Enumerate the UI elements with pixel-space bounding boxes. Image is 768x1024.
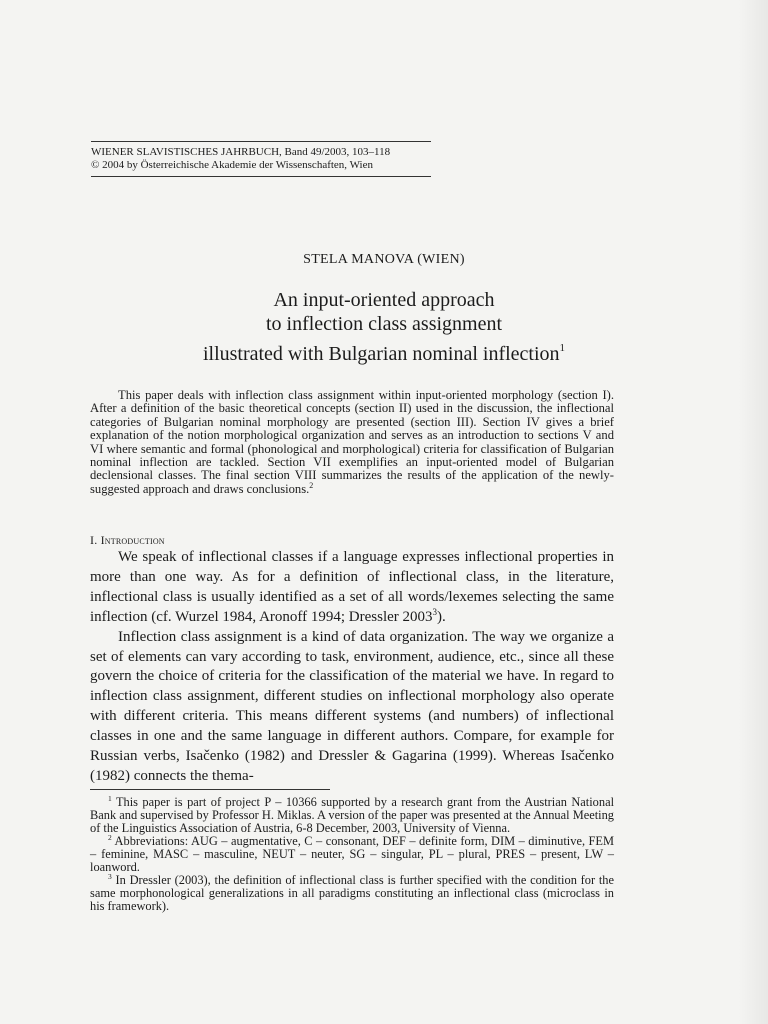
- header-top-rule: [91, 141, 431, 142]
- abstract-footnote-mark[interactable]: 2: [309, 480, 314, 490]
- body-paragraph-1-text: We speak of inflectional classes if a language expresses inflectional properties in more than one way. As for a definition of inflectional class, in the literature, inflectional class is usually identified as a set of all words/lexemes selecting the same inflection (cf. Wurzel 1984, Aronoff 1994; Dressler 2003: [90, 549, 614, 625]
- body-paragraph-1: [90, 548, 614, 628]
- footnote-2: [90, 835, 614, 874]
- body-paragraph-1-end: ).: [437, 608, 446, 625]
- footnote-rule: [90, 789, 330, 790]
- journal-header: [91, 141, 431, 177]
- title-line-3-text: illustrated with Bulgarian nominal inflection: [202, 343, 560, 365]
- body-text: [90, 548, 614, 787]
- footnotes: [90, 796, 614, 913]
- footnote-2-mark: 2: [108, 833, 112, 842]
- section-heading: [90, 533, 165, 548]
- footnote-1-text: This paper is part of project P – 10366 supported by a research grant from the Austrian National Bank and supervised by Professor H. Miklas. A version of the paper was presented at the Annual Meeting of the Linguistics Association of Austria, 6-8 December, 2003, University of Vienna.: [90, 795, 615, 835]
- footnote-1: [90, 796, 614, 835]
- journal-line: WIENER SLAVISTISCHES JAHRBUCH, Band 49/2003, 103–118: [91, 146, 391, 158]
- abstract-text: This paper deals with inflection class assignment within input-oriented morphology (section I). After a definition of the basic theoretical concepts (section II) used in the discussion, the inflectional categories of Bulgarian nominal morphology are presented (section III). Section IV gives a brief explanation of the notion morphological organization and serves as an introduction to sections V and VI where semantic and formal (phonological and morphological) criteria for classification of Bulgarian nominal inflection are tackled. Section VII exemplifies an input-oriented model of Bulgarian declensional classes. The final section VIII summarizes the results of the application of the newly-suggested approach and draws conclusions.: [90, 388, 614, 496]
- author-line: STELA MANOVA (WIEN): [303, 252, 465, 267]
- title-footnote-mark[interactable]: 1: [559, 342, 566, 354]
- footnote-1-mark: 1: [108, 794, 112, 803]
- body-paragraph-2: Inflection class assignment is a kind of data organization. The way we organize a set of elements can vary according to task, environment, audience, etc., since all these govern the choice of criteria for the classification of the material we have. In regard to inflection class assignment, different studies on inflectional morphology also operate with different criteria. This means different systems (and numbers) of inflectional classes in one and the same language in different authors. Compare, for example for Russian verbs, Isačenko (1982) and Dressler & Gagarina (1999). Whereas Isačenko (1982) connects the thema-: [90, 628, 614, 784]
- header-bottom-rule: [91, 176, 431, 177]
- title-line-1: An input-oriented approach: [273, 289, 495, 311]
- section-title: Introduction: [100, 533, 165, 547]
- footnote-3-text: In Dressler (2003), the definition of inflectional class is further specified with the condition for the same morphonological generalizations in all paradigms constituting an inflectional class (microclass in his framework).: [90, 873, 614, 913]
- footnote-2-text: Abbreviations: AUG – augmentative, C – consonant, DEF – definite form, DIM – diminutive, FEM – feminine, MASC – masculine, NEUT – neuter, SG – singular, PL – plural, PRES – present, LW – loanword.: [90, 834, 614, 874]
- footnote-3-mark: 3: [108, 872, 112, 881]
- body-footnote-mark[interactable]: 3: [432, 606, 438, 617]
- paper-title: [0, 288, 768, 366]
- footnote-3: [90, 874, 614, 913]
- title-line-2: to inflection class assignment: [265, 313, 503, 335]
- abstract: [90, 389, 614, 496]
- scan-edge-shadow: [738, 0, 768, 1024]
- copyright-line: © 2004 by Österreichische Akademie der Wissenschaften, Wien: [91, 159, 373, 171]
- section-number: I.: [90, 533, 98, 547]
- abstract-paragraph: [90, 389, 614, 496]
- title-line-3: [0, 336, 768, 366]
